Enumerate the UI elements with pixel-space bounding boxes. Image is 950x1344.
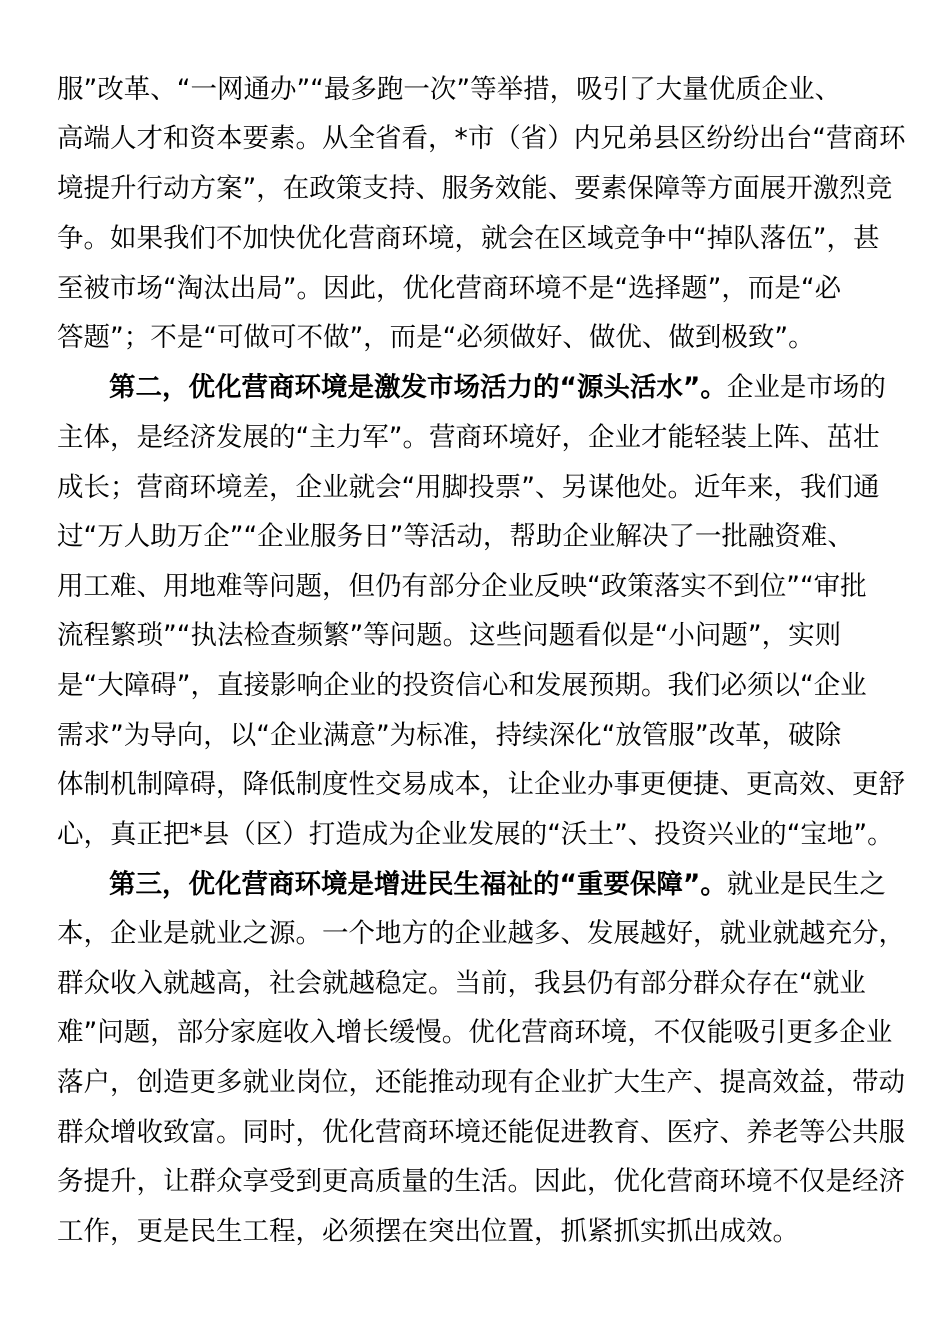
paragraph-2-heading: 第二，优化营商环境是激发市场活力的“源头活水”。 — [109, 372, 727, 403]
text-line: 争。如果我们不加快优化营商环境，就会在区域竞争中“掉队落伍”，甚 — [57, 223, 880, 254]
text-line: 过“万人助万企”“企业服务日”等活动，帮助企业解决了一批融资难、 — [57, 521, 854, 552]
text-line: 主体，是经济发展的“主力军”。营商环境好，企业才能轻装上阵、茁壮 — [57, 422, 880, 453]
text-line: 答题”；不是“可做可不做”，而是“必须做好、做优、做到极致”。 — [57, 322, 815, 353]
text-line: 落户，创造更多就业岗位，还能推动现有企业扩大生产、提高效益，带动 — [57, 1067, 905, 1098]
paragraph-3-first-line — [109, 868, 886, 902]
text-line: 成长；营商环境差，企业就会“用脚投票”、另谋他处。近年来，我们通 — [57, 472, 880, 503]
text-line: 高端人才和资本要素。从全省看，*市（省）内兄弟县区纷纷出台“营商环 — [57, 123, 906, 154]
text-line: 务提升，让群众享受到更高质量的生活。因此，优化营商环境不仅是经济 — [57, 1166, 905, 1197]
text-line: 服”改革、“一网通办”“最多跑一次”等举措，吸引了大量优质企业、 — [57, 74, 842, 105]
text-line: 心，真正把*县（区）打造成为企业发展的“沃土”、投资兴业的“宝地”。 — [57, 819, 894, 850]
paragraph-2-first-line — [109, 371, 886, 405]
text-line: 工作，更是民生工程，必须摆在突出位置，抓紧抓实抓出成效。 — [57, 1216, 799, 1247]
text-line: 体制机制障碍，降低制度性交易成本，让企业办事更便捷、更高效、更舒 — [57, 769, 905, 800]
paragraph-2-lead-text: 企业是市场的 — [726, 372, 886, 403]
text-line: 难”问题，部分家庭收入增长缓慢。优化营商环境，不仅能吸引更多企业 — [57, 1017, 893, 1048]
text-line: 是“大障碍”，直接影响企业的投资信心和发展预期。我们必须以“企业 — [57, 670, 867, 701]
text-line: 群众收入就越高，社会就越稳定。当前，我县仍有部分群众存在“就业 — [57, 968, 866, 999]
text-line: 用工难、用地难等问题，但仍有部分企业反映“政策落实不到位”“审批 — [57, 571, 867, 602]
paragraph-3-lead-text: 就业是民生之 — [726, 869, 886, 900]
text-line: 本，企业是就业之源。一个地方的企业越多、发展越好，就业就越充分， — [57, 918, 905, 949]
paragraph-3-heading: 第三，优化营商环境是增进民生福祉的“重要保障”。 — [109, 869, 727, 900]
text-line: 境提升行动方案”，在政策支持、服务效能、要素保障等方面展开激烈竞 — [57, 173, 893, 204]
text-line: 流程繁琐”“执法检查频繁”等问题。这些问题看似是“小问题”，实则 — [57, 620, 842, 651]
text-line: 需求”为导向，以“企业满意”为标准，持续深化“放管服”改革，破除 — [57, 720, 842, 751]
text-line: 群众增收致富。同时，优化营商环境还能促进教育、医疗、养老等公共服 — [57, 1117, 905, 1148]
text-line: 至被市场“淘汰出局”。因此，优化营商环境不是“选择题”，而是“必 — [57, 273, 842, 304]
